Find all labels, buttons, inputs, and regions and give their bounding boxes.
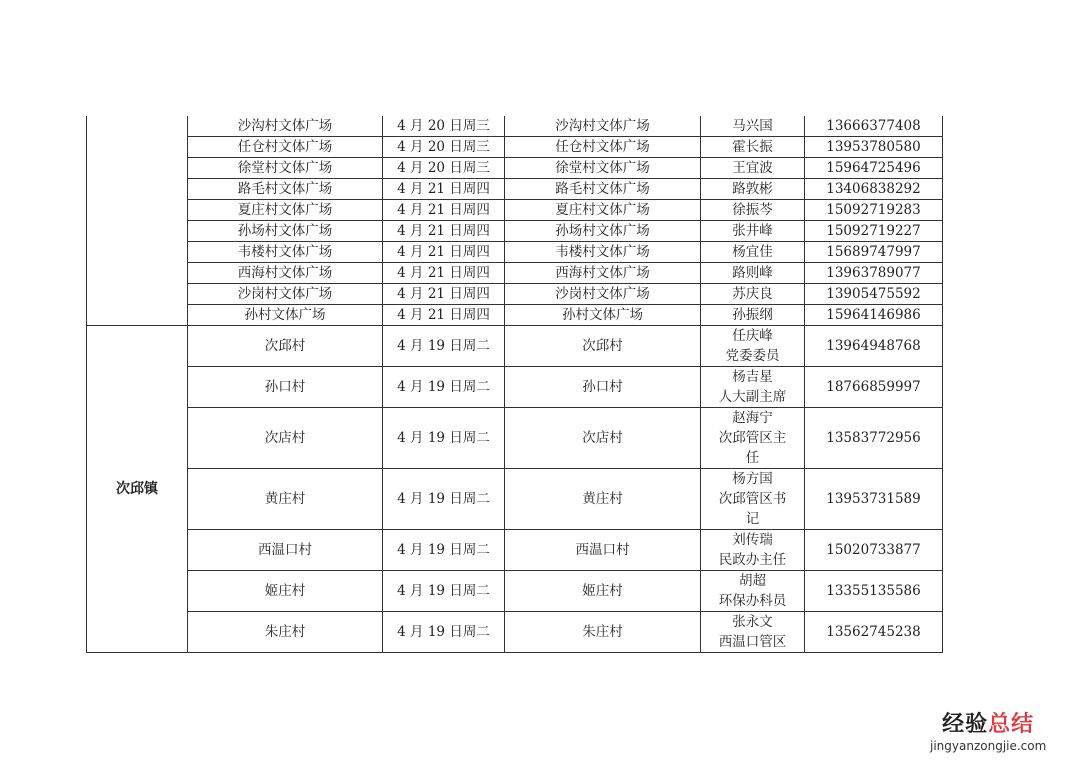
site-cell: 朱庄村 [505,612,701,653]
venue-cell: 夏庄村文体广场 [188,200,383,221]
contact-name: 马兴国 [732,118,773,134]
date-cell: 4 月 21 日周四 [383,179,505,200]
site-cell: 沙岗村文体广场 [505,284,701,305]
contact-person-cell [701,284,805,305]
contact-person-cell [701,612,805,653]
watermark-title-accent: 总结 [988,712,1035,737]
contact-role: 党委委员 [725,348,780,364]
date-cell: 4 月 21 日周四 [383,221,505,242]
schedule-body [87,116,943,653]
contact-person-cell [701,571,805,612]
phone-cell: 18766859997 [805,367,943,408]
table-row [87,571,943,612]
table-row [87,408,943,469]
venue-cell: 孙口村 [188,367,383,408]
site-cell: 黄庄村 [505,469,701,530]
phone-cell: 13953731589 [805,469,943,530]
contact-name: 王宜波 [732,160,773,176]
date-cell: 4 月 21 日周四 [383,263,505,284]
date-cell: 4 月 20 日周三 [383,116,505,137]
contact-name: 霍长振 [732,139,773,155]
site-cell: 西温口村 [505,530,701,571]
watermark-url: jingyanzongjie.com [930,739,1047,753]
contact-name: 杨宜佳 [732,244,773,260]
watermark-title-main: 经验 [942,712,989,737]
phone-cell: 15092719283 [805,200,943,221]
watermark-logo [930,712,1046,754]
venue-cell: 西温口村 [188,530,383,571]
site-cell: 路毛村文体广场 [505,179,701,200]
town-cell: 次邱镇 [87,326,188,653]
contact-role: 次邱管区主 [718,430,787,446]
date-cell: 4 月 19 日周二 [383,469,505,530]
site-cell: 姬庄村 [505,571,701,612]
contact-person-cell [701,305,805,326]
table-row [87,263,943,284]
contact-person-cell [701,367,805,408]
date-cell: 4 月 21 日周四 [383,284,505,305]
venue-cell: 姬庄村 [188,571,383,612]
venue-cell: 次邱村 [188,326,383,367]
venue-cell: 沙沟村文体广场 [188,116,383,137]
contact-person-cell [701,530,805,571]
date-cell: 4 月 21 日周四 [383,200,505,221]
table-row [87,469,943,530]
table-row [87,305,943,326]
phone-cell: 15020733877 [805,530,943,571]
site-cell: 次邱村 [505,326,701,367]
phone-cell: 15689747997 [805,242,943,263]
contact-person-cell [701,116,805,137]
contact-person-cell [701,200,805,221]
table-row [87,200,943,221]
venue-cell: 孙场村文体广场 [188,221,383,242]
date-cell: 4 月 19 日周二 [383,408,505,469]
contact-name: 杨吉星 [732,369,773,385]
contact-name: 路则峰 [732,265,773,281]
table-row [87,158,943,179]
contact-name: 任庆峰 [732,328,773,344]
contact-name: 刘传瑞 [732,532,773,548]
schedule-table [86,116,943,653]
phone-cell: 15092719227 [805,221,943,242]
venue-cell: 任仓村文体广场 [188,137,383,158]
site-cell: 徐堂村文体广场 [505,158,701,179]
contact-person-cell [701,326,805,367]
site-cell: 韦楼村文体广场 [505,242,701,263]
phone-cell: 13583772956 [805,408,943,469]
date-cell: 4 月 19 日周二 [383,530,505,571]
town-cell-continued [87,116,188,326]
venue-cell: 次店村 [188,408,383,469]
phone-cell: 13406838292 [805,179,943,200]
contact-role: 民政办主任 [718,552,787,568]
date-cell: 4 月 19 日周二 [383,571,505,612]
venue-cell: 韦楼村文体广场 [188,242,383,263]
contact-person-cell [701,469,805,530]
site-cell: 沙沟村文体广场 [505,116,701,137]
phone-cell: 13905475592 [805,284,943,305]
site-cell: 西海村文体广场 [505,263,701,284]
phone-cell: 13963789077 [805,263,943,284]
contact-name: 孙振纲 [732,307,773,323]
table-row [87,612,943,653]
venue-cell: 朱庄村 [188,612,383,653]
site-cell: 次店村 [505,408,701,469]
contact-person-cell [701,179,805,200]
contact-name: 张永文 [732,614,773,630]
table-row [87,221,943,242]
site-cell: 孙村文体广场 [505,305,701,326]
phone-cell: 13666377408 [805,116,943,137]
date-cell: 4 月 19 日周二 [383,367,505,408]
phone-cell: 13355135586 [805,571,943,612]
venue-cell: 孙村文体广场 [188,305,383,326]
contact-name: 杨方国 [732,471,773,487]
contact-person-cell [701,263,805,284]
contact-name: 张井峰 [732,223,773,239]
phone-cell: 13953780580 [805,137,943,158]
table-row [87,326,943,367]
site-cell: 孙场村文体广场 [505,221,701,242]
site-cell: 孙口村 [505,367,701,408]
contact-name: 路敦彬 [732,181,773,197]
site-cell: 任仓村文体广场 [505,137,701,158]
date-cell: 4 月 21 日周四 [383,305,505,326]
site-cell: 夏庄村文体广场 [505,200,701,221]
venue-cell: 徐堂村文体广场 [188,158,383,179]
table-row [87,367,943,408]
phone-cell: 15964725496 [805,158,943,179]
contact-role-cont: 任 [745,450,760,466]
contact-name: 苏庆良 [732,286,773,302]
date-cell: 4 月 21 日周四 [383,242,505,263]
contact-role: 次邱管区书 [718,491,787,507]
date-cell: 4 月 20 日周三 [383,137,505,158]
table-row [87,179,943,200]
contact-person-cell [701,158,805,179]
table-row [87,242,943,263]
table-row [87,530,943,571]
venue-cell: 西海村文体广场 [188,263,383,284]
date-cell: 4 月 19 日周二 [383,326,505,367]
table-row [87,137,943,158]
table-row [87,116,943,137]
venue-cell: 路毛村文体广场 [188,179,383,200]
contact-person-cell [701,242,805,263]
contact-name: 赵海宁 [732,410,773,426]
date-cell: 4 月 19 日周二 [383,612,505,653]
venue-cell: 沙岗村文体广场 [188,284,383,305]
table-row [87,284,943,305]
phone-cell: 13562745238 [805,612,943,653]
contact-person-cell [701,408,805,469]
venue-cell: 黄庄村 [188,469,383,530]
contact-name: 胡超 [739,573,766,589]
phone-cell: 13964948768 [805,326,943,367]
contact-role: 环保办科员 [718,593,787,609]
contact-person-cell [701,221,805,242]
date-cell: 4 月 20 日周三 [383,158,505,179]
phone-cell: 15964146986 [805,305,943,326]
contact-role-cont: 记 [745,511,760,527]
watermark-title [930,712,1046,738]
contact-role: 人大副主席 [718,389,787,405]
contact-role: 西温口管区 [718,634,787,650]
contact-person-cell [701,137,805,158]
contact-name: 徐振芩 [732,202,773,218]
